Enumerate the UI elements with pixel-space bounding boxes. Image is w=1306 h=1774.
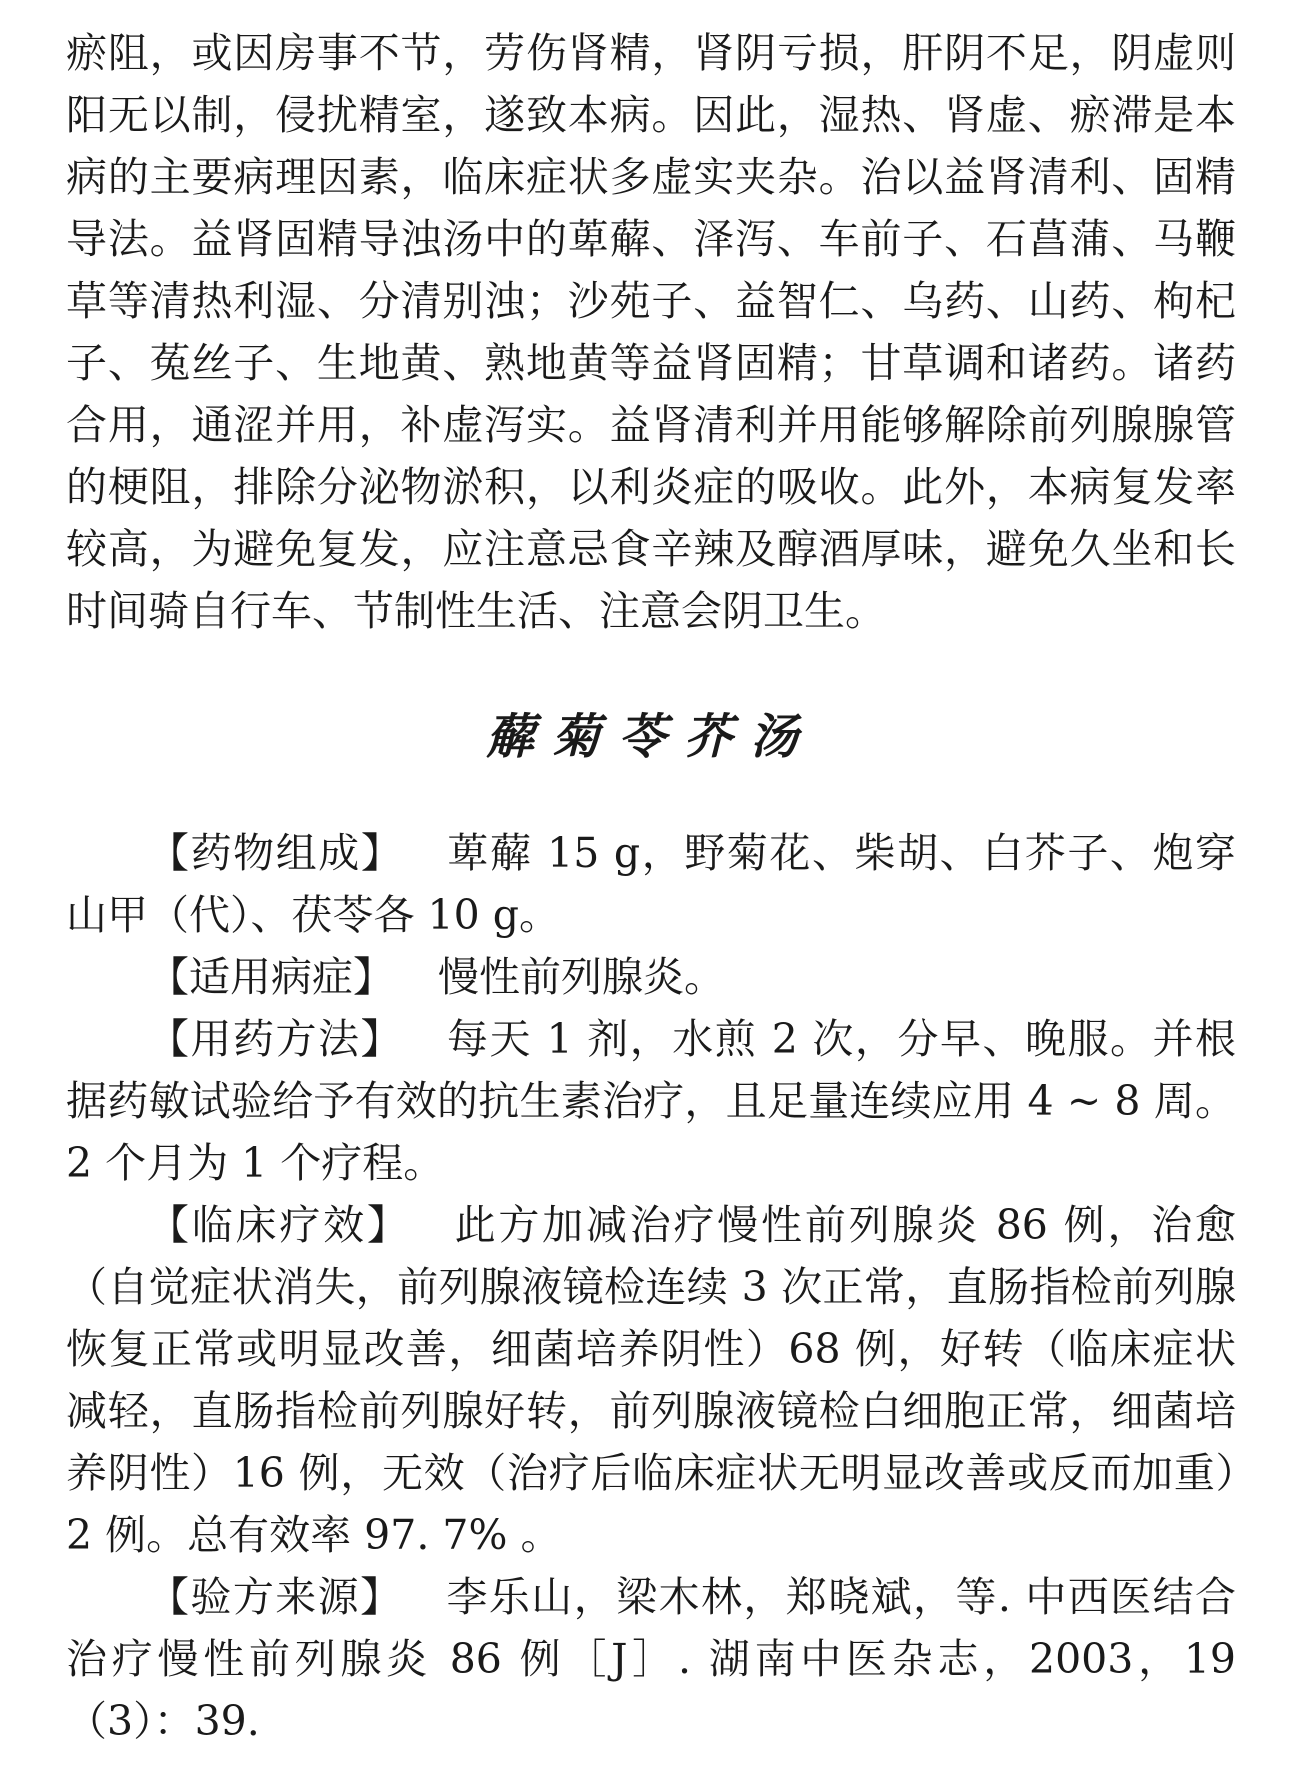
source-paragraph bbox=[66, 1566, 1236, 1752]
source-label: 【验方来源】 bbox=[148, 1573, 403, 1621]
efficacy-text: 此方加减治疗慢性前列腺炎 86 例，治愈（自觉症状消失，前列腺液镜检连续 3 次正常，直肠指检前列腺恢复正常或明显改善，细菌培养阴性）68 例，好转（临床症状减轻，直肠指检前列腺好转，前列腺液镜检白细胞正常，细菌培养阴性）16 例，无效（治疗后临床症状无明显改善或反而加重）2 例。总有效率 97. 7% 。 bbox=[66, 1201, 1236, 1559]
indication-text: 慢性前列腺炎。 bbox=[438, 953, 725, 1001]
indication-paragraph bbox=[66, 946, 1236, 1008]
indication-label: 【适用病症】 bbox=[148, 953, 394, 1001]
intro-paragraph: 瘀阻，或因房事不节，劳伤肾精，肾阴亏损，肝阴不足，阴虚则阳无以制，侵扰精室，遂致本病。因此，湿热、肾虚、瘀滞是本病的主要病理因素，临床症状多虚实夹杂。治以益肾清利、固精导法。益肾固精导浊汤中的萆薢、泽泻、车前子、石菖蒲、马鞭草等清热利湿、分清别浊；沙苑子、益智仁、乌药、山药、枸杞子、菟丝子、生地黄、熟地黄等益肾固精；甘草调和诸药。诸药合用，通涩并用，补虚泻实。益肾清利并用能够解除前列腺腺管的梗阻，排除分泌物淤积，以利炎症的吸收。此外，本病复发率较高，为避免复发，应注意忌食辛辣及醇酒厚味，避免久坐和长时间骑自行车、节制性生活、注意会阴卫生。 bbox=[66, 29, 1236, 635]
recipe-title: 薢菊苓芥汤 bbox=[485, 709, 816, 765]
usage-label: 【用药方法】 bbox=[148, 1015, 404, 1063]
usage-text: 每天 1 剂，水煎 2 次，分早、晚服。并根据药敏试验给予有效的抗生素治疗，且足量连续应用 4 ~ 8 周。2 个月为 1 个疗程。 bbox=[66, 1015, 1236, 1187]
efficacy-paragraph bbox=[66, 1194, 1236, 1566]
efficacy-label: 【临床疗效】 bbox=[148, 1201, 411, 1249]
source-text: 李乐山，梁木林，郑晓斌，等. 中西医结合治疗慢性前列腺炎 86 例［J］. 湖南中医杂志，2003，19（3）：39. bbox=[66, 1573, 1236, 1745]
composition-text: 萆薢 15 g，野菊花、柴胡、白芥子、炮穿山甲（代）、茯苓各 10 g。 bbox=[66, 829, 1237, 939]
composition-paragraph bbox=[66, 822, 1236, 946]
usage-paragraph bbox=[66, 1008, 1236, 1194]
document-page bbox=[66, 22, 1236, 1752]
composition-label: 【药物组成】 bbox=[148, 829, 404, 877]
